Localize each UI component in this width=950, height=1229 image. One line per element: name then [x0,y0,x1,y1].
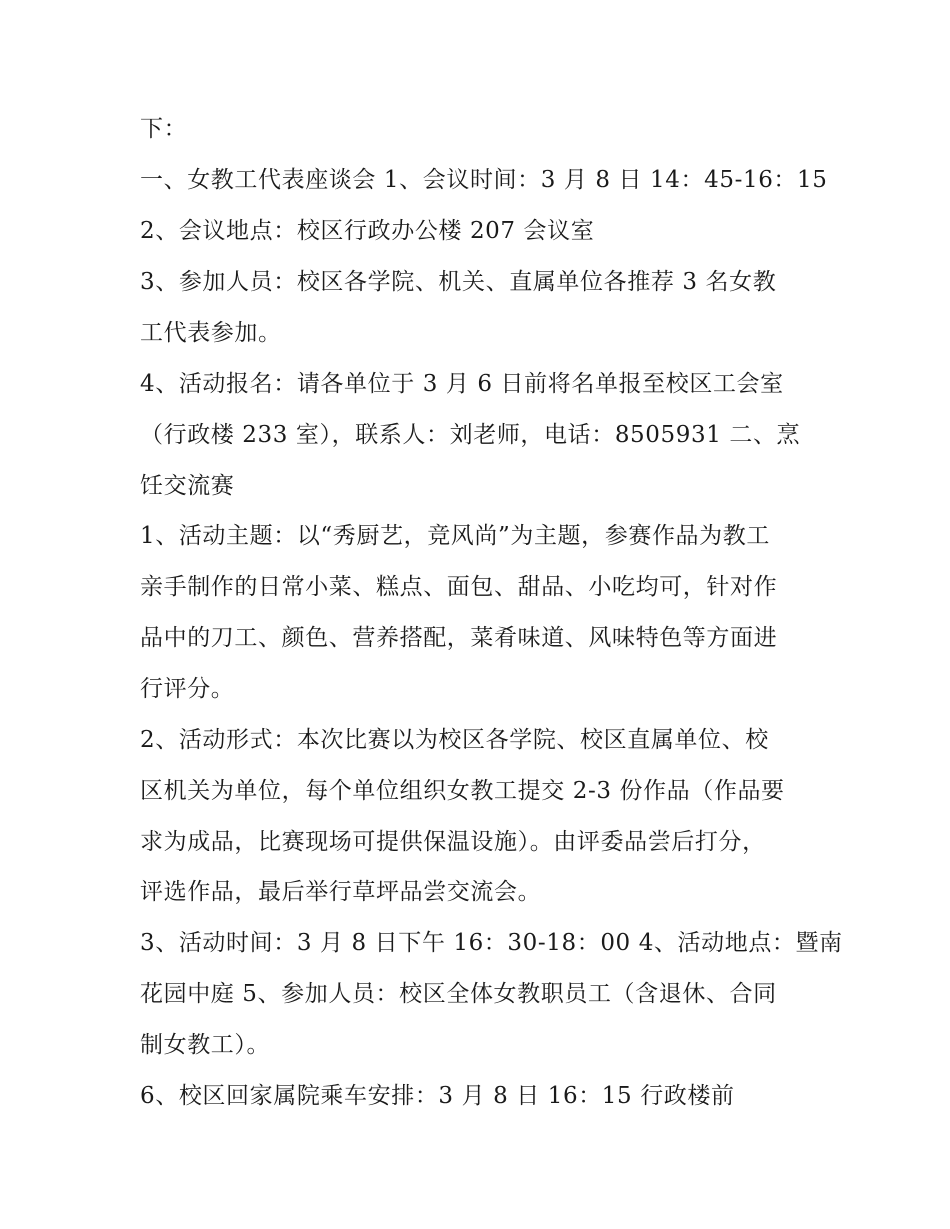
text-line: 2、会议地点：校区行政办公楼 207 会议室 [140,218,595,244]
text-line: 2、活动形式：本次比赛以为校区各学院、校区直属单位、校 [140,727,769,753]
text-line: 3、活动时间：3 月 8 日下午 16：30-18：00 4、活动地点：暨南 [140,930,843,956]
text-line: 评选作品，最后举行草坪品尝交流会。 [140,879,542,905]
text-line: 亲手制作的日常小菜、糕点、面包、甜品、小吃均可，针对作 [140,574,778,600]
text-line: （行政楼 233 室），联系人：刘老师，电话：8505931 二、烹 [140,422,801,448]
text-line: 下： [140,116,188,142]
text-line: 1、活动主题：以“秀厨艺，竞风尚”为主题，参赛作品为教工 [140,523,770,549]
text-line: 4、活动报名：请各单位于 3 月 6 日前将名单报至校区工会室 [140,371,784,397]
text-line: 行评分。 [140,676,235,702]
text-line: 6、校区回家属院乘车安排：3 月 8 日 16：15 行政楼前 [140,1083,735,1109]
text-line: 区机关为单位，每个单位组织女教工提交 2-3 份作品（作品要 [140,778,785,804]
text-line: 制女教工）。 [140,1032,271,1058]
text-line: 饪交流赛 [140,473,235,499]
text-line: 花园中庭 5、参加人员：校区全体女教职员工（含退休、合同 [140,981,777,1007]
text-line: 工代表参加。 [140,320,282,346]
text-line: 一、女教工代表座谈会 1、会议时间：3 月 8 日 14：45-16：15 [140,167,828,193]
text-line: 求为成品，比赛现场可提供保温设施）。由评委品尝后打分， [140,829,766,855]
text-line: 3、参加人员：校区各学院、机关、直属单位各推荐 3 名女教 [140,269,777,295]
text-line: 品中的刀工、颜色、营养搭配，菜肴味道、风味特色等方面进 [140,625,778,651]
